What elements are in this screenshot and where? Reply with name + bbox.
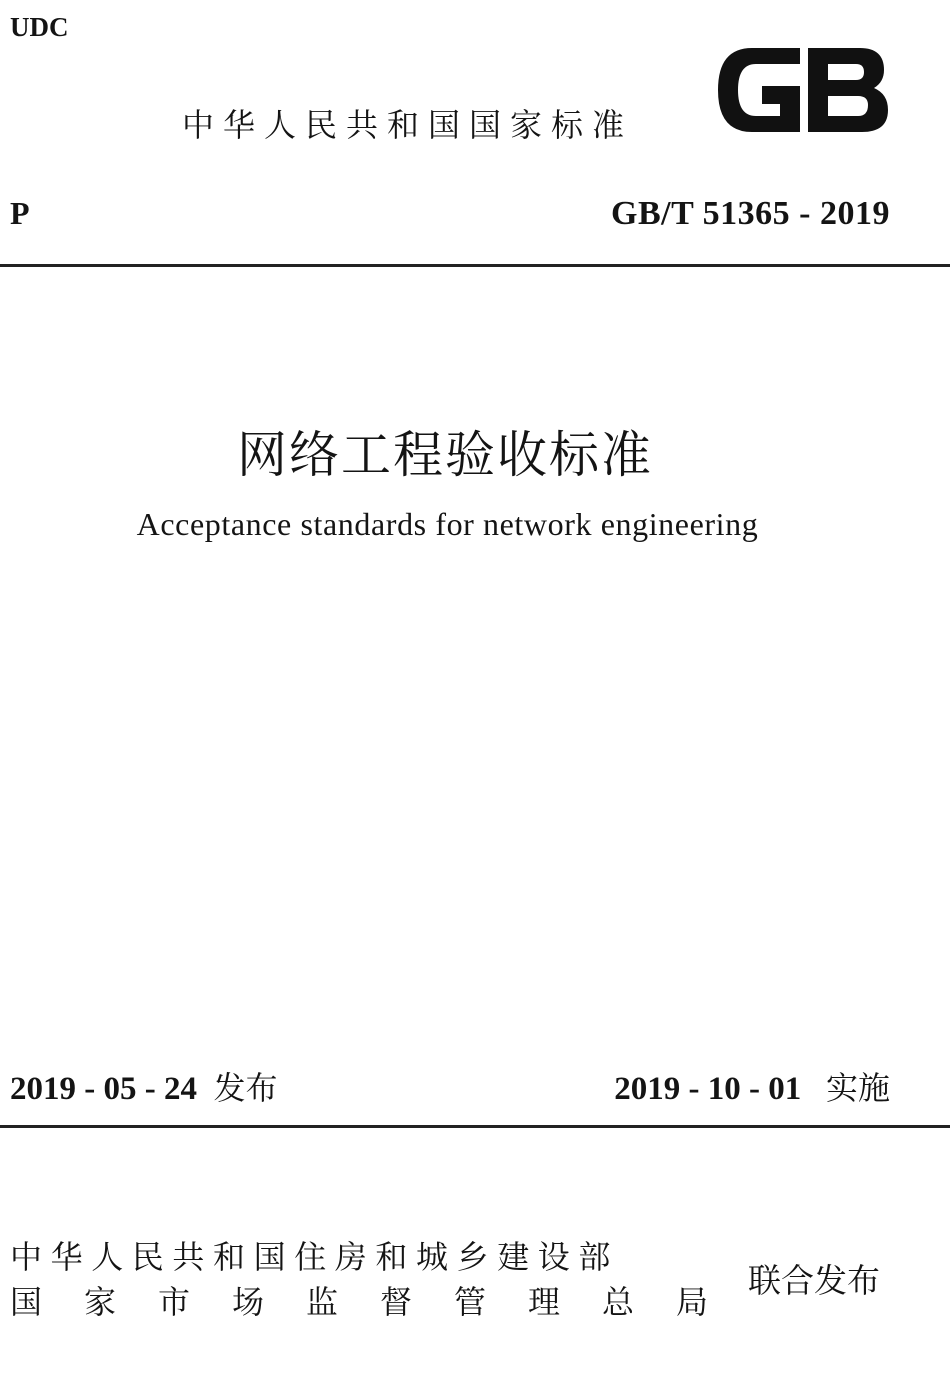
issue-date: 2019 - 05 - 24 [10,1071,197,1107]
implement-date: 2019 - 10 - 01 [614,1071,802,1107]
implement-label: 实施 [825,1069,890,1107]
bottom-divider [0,1125,950,1128]
standard-number: GB/T 51365 - 2019 [611,195,890,232]
issue-label: 发布 [213,1069,278,1107]
gb-logo-icon [712,42,892,138]
issuer-ministry: 中华人民共和国住房和城乡建设部 [10,1238,620,1276]
title-chinese: 网络工程验收标准 [237,426,653,484]
title-english: Acceptance standards for network engineering [136,506,759,542]
implement-date-line [614,1063,890,1109]
issuer-administration: 国家市场监督管理总局 [10,1283,751,1321]
category-code: P [10,195,30,231]
udc-label: UDC [10,12,69,42]
top-divider [0,264,950,267]
jointly-issued-label: 联合发布 [748,1261,880,1300]
issue-date-line [10,1063,278,1109]
national-standard-heading: 中华人民共和国国家标准 [182,106,634,144]
